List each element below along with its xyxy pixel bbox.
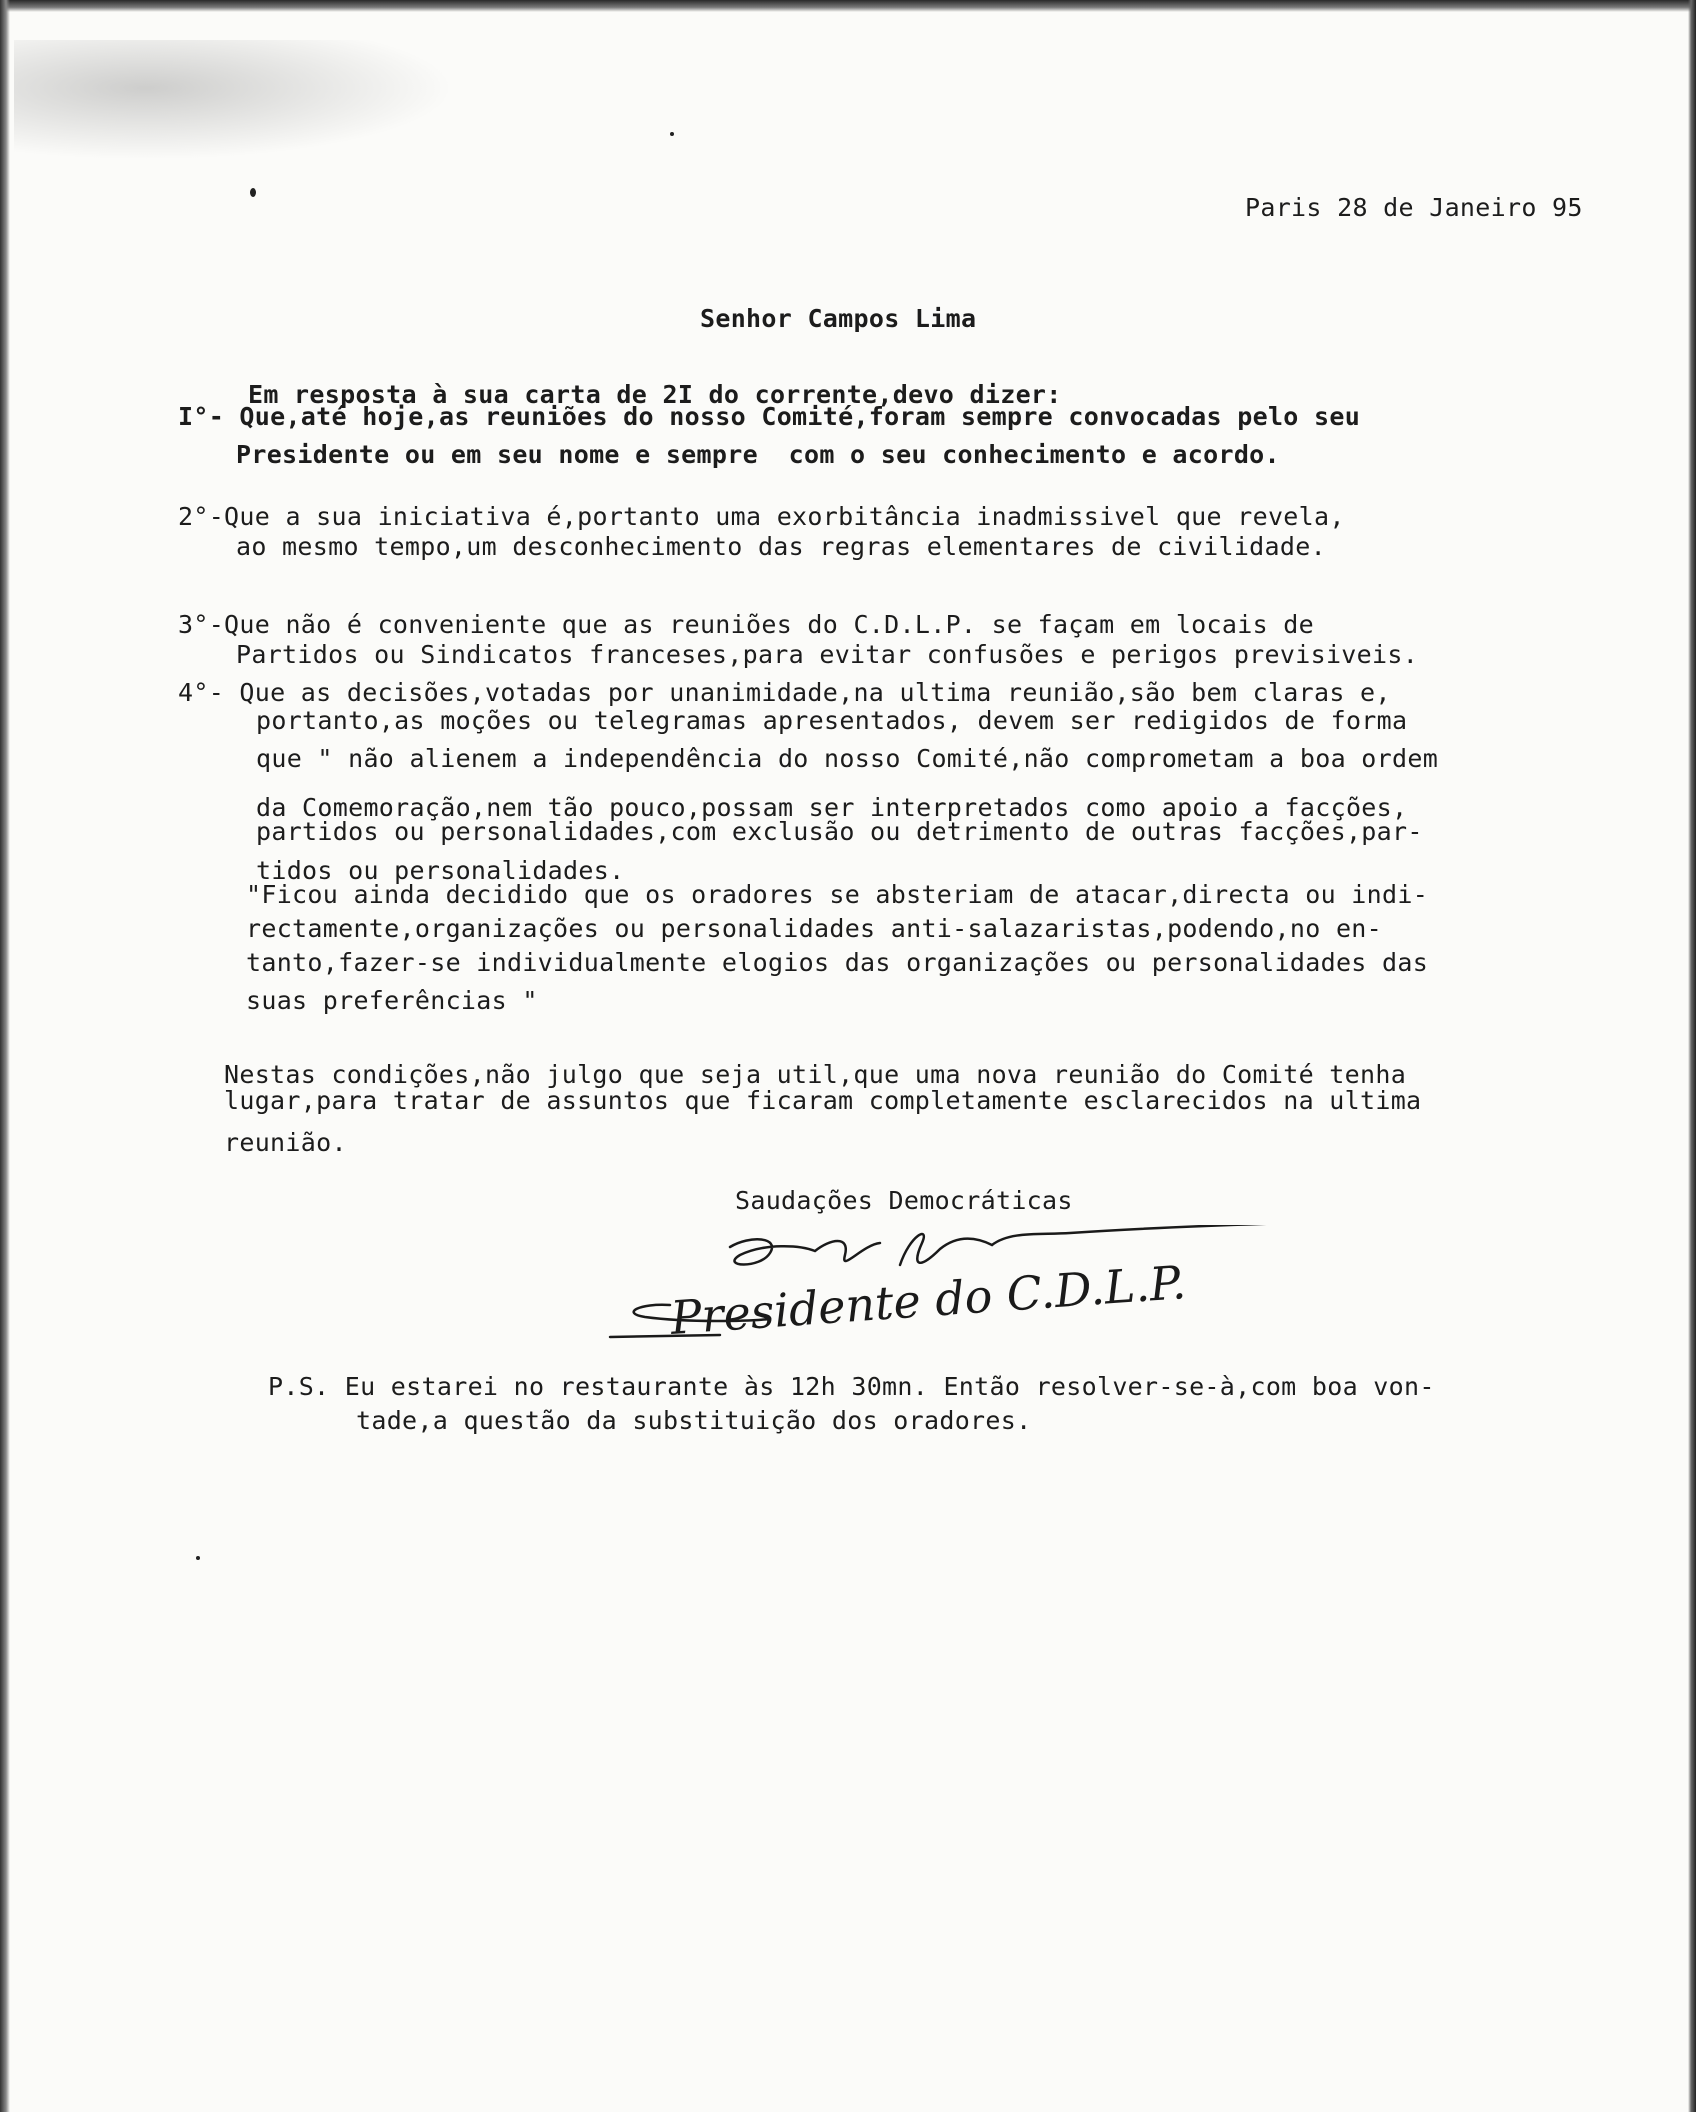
point-4-line-5: partidos ou personalidades,com exclusão ou detrimento de outras facções,par- [256, 817, 1423, 846]
quote-line-4: suas preferências " [246, 986, 538, 1015]
letter-salutation: Senhor Campos Lima [700, 304, 977, 333]
postscript-line-2: tade,a questão da substituição dos oradores. [356, 1406, 1032, 1435]
conclusion-line-3: reunião. [224, 1128, 347, 1157]
postscript-line-1: P.S. Eu estarei no restaurante às 12h 30mn. Então resolver-se-à,com boa von- [268, 1372, 1435, 1401]
point-3-line-1: 3°-Que não é conveniente que as reuniões do C.D.L.P. se façam em locais de [178, 610, 1314, 639]
point-1-line-1: I°- Que,até hoje,as reuniões do nosso Comité,foram sempre convocadas pelo seu [178, 402, 1361, 431]
conclusion-line-2: lugar,para tratar de assuntos que ficaram completamente esclarecidos na ultima [224, 1086, 1422, 1115]
scan-edge-right [1688, 0, 1696, 2112]
ink-speck [196, 1556, 200, 1560]
point-4-line-3: que " não alienem a independência do nosso Comité,não comprometam a boa ordem [256, 744, 1439, 773]
point-2-line-1: 2°-Que a sua iniciativa é,portanto uma exorbitância inadmissivel que revela, [178, 502, 1345, 531]
letter-intro: Em resposta à sua carta de 2I do corrente,devo dizer: [248, 380, 1062, 409]
conclusion-line-1: Nestas condições,não julgo que seja util,que uma nova reunião do Comité tenha [224, 1060, 1407, 1089]
signature-block [600, 1225, 1360, 1355]
point-2-line-2: ao mesmo tempo,um desconhecimento das regras elementares de civilidade. [236, 532, 1326, 561]
ink-speck [250, 188, 256, 197]
quote-line-1: "Ficou ainda decidido que os oradores se absteriam de atacar,directa ou indi- [246, 880, 1429, 909]
point-1-line-2: Presidente ou em seu nome e sempre com o seu conhecimento e acordo. [236, 440, 1280, 469]
point-4-line-2: portanto,as moções ou telegramas apresentados, devem ser redigidos de forma [256, 706, 1408, 735]
point-4-line-1: 4°- Que as decisões,votadas por unanimidade,na ultima reunião,são bem claras e, [178, 678, 1391, 707]
point-4-line-6: tidos ou personalidades. [256, 856, 625, 885]
quote-line-3: tanto,fazer-se individualmente elogios das organizações ou personalidades das [246, 948, 1429, 977]
point-4-line-4: da Comemoração,nem tão pouco,possam ser interpretados como apoio a facções, [256, 793, 1408, 822]
scan-edge-left [0, 0, 10, 2112]
quote-line-2: rectamente,organizações ou personalidades anti-salazaristas,podendo,no en- [246, 914, 1382, 943]
point-3-line-2: Partidos ou Sindicatos franceses,para evitar confusões e perigos previsiveis. [236, 640, 1419, 669]
letter-date: Paris 28 de Janeiro 95 [1245, 193, 1583, 222]
scan-edge-top [0, 0, 1696, 12]
ink-speck [670, 132, 674, 136]
signature-title: Presidente do C.D.L.P. [668, 1255, 1188, 1345]
scan-smudge [14, 40, 454, 160]
letter-closing: Saudações Democráticas [735, 1186, 1073, 1215]
